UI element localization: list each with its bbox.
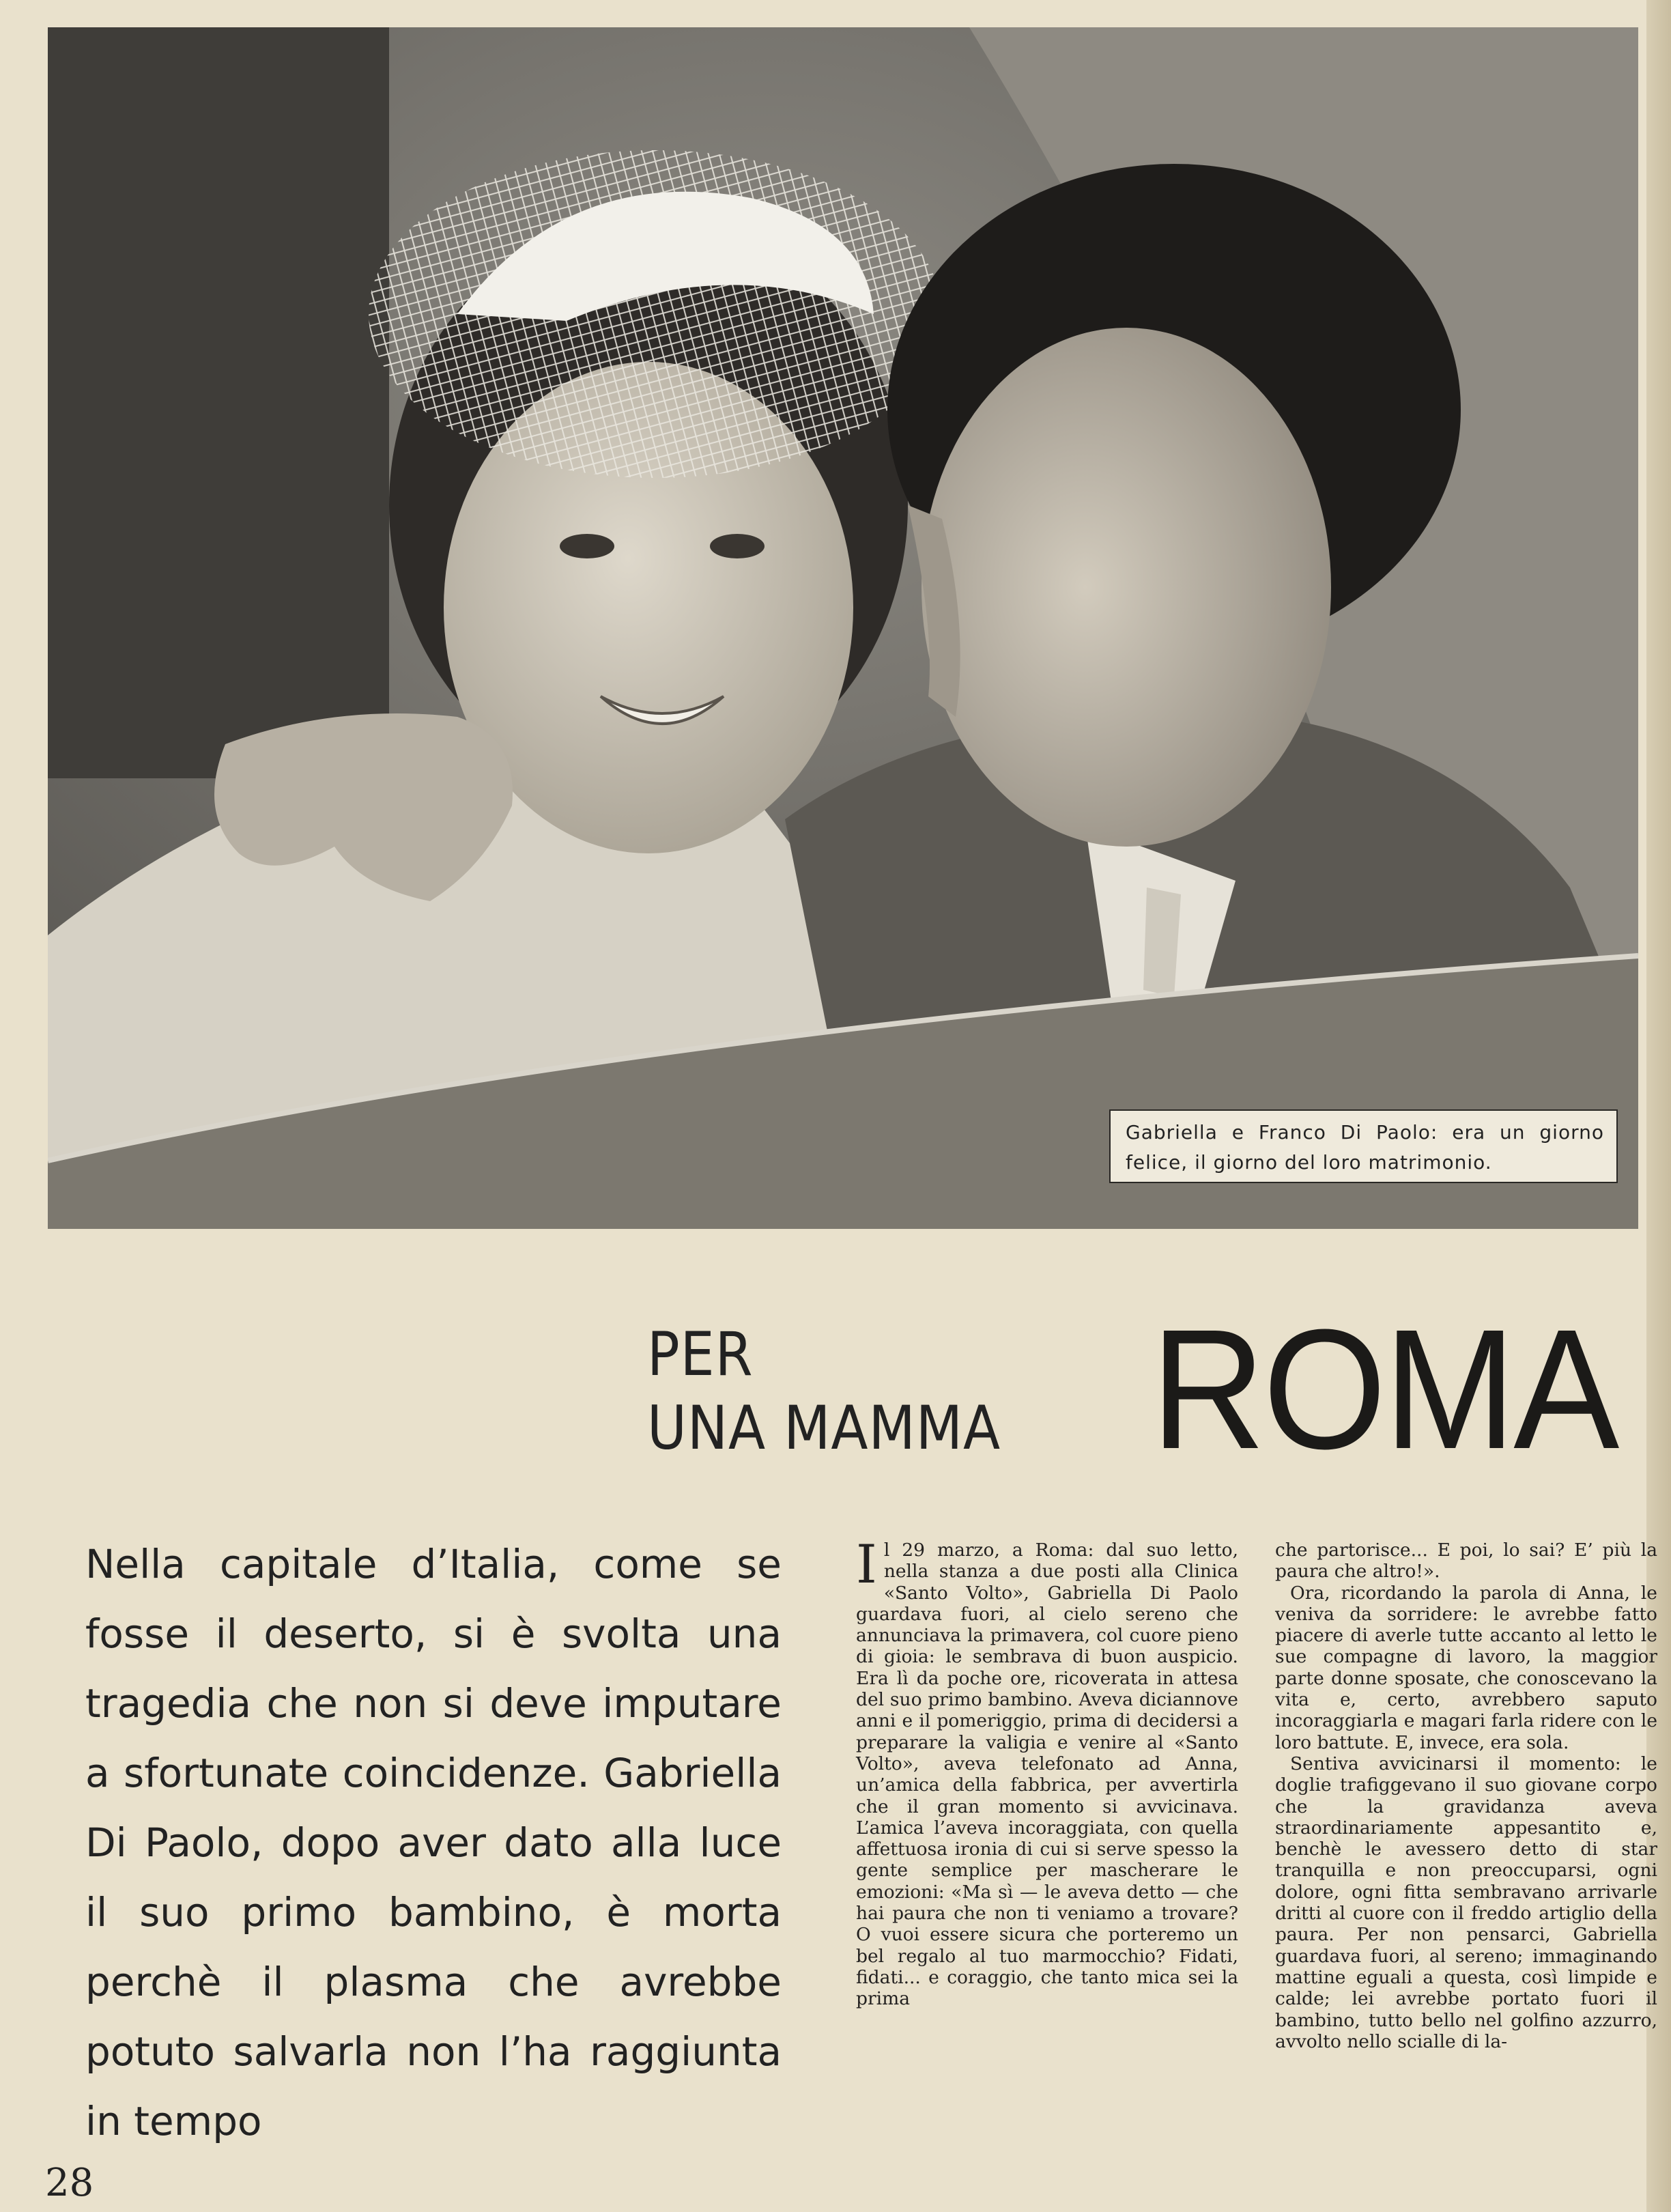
article-text: l 29 marzo, a Roma: dal suo letto, nella stanza a due posti alla Clinica «Santo Volto», Gabriella Di Paolo guardava fuori, al cielo sereno che annunciava la primavera, col cuore pieno di gioia: le sembrava di buon auspicio. Era lì da poche ore, ricoverata in attesa del suo primo bambino. Aveva diciannove anni e il pomeriggio, prima di decidersi a preparare la valigia e venire al «Santo Volto», aveva telefonato ad Anna, un’amica della fabbrica, per avvertirla che il gran momento si avvicinava. L’amica l’aveva incoraggiata, con quella affettuosa ironia di cui si serve spesso la gente semplice per mascherare le emozioni: «Ma sì — le aveva detto — che hai paura che non ti veniamo a trovare? O vuoi essere sicura che porteremo un bel regalo al tuo marmocchio? Fidati, fidati... e coraggio, che tanto mica sei la prima bbox=[856, 1540, 1238, 2010]
wedding-photo bbox=[48, 27, 1638, 1229]
wedding-photo-illustration bbox=[48, 27, 1638, 1229]
article-paragraph: Ora, ricordando la parola di Anna, le veniva da sorridere: le avrebbe fatto piacere di averle tutte accanto al letto le sue compagne di lavoro, la maggior parte donne sposate, che conoscevano la vita e, certo, avrebbero saputo incoraggiarla e magari farla ridere con le loro battute. E, invece, era sola. bbox=[1275, 1582, 1657, 1753]
headline-roma: ROMA bbox=[1151, 1294, 1617, 1484]
article-paragraph: che partorisce... E poi, lo sai? E’ più la paura che altro!». bbox=[1275, 1540, 1657, 1583]
headline-line-1: PER bbox=[647, 1319, 754, 1389]
article-paragraph bbox=[856, 1534, 1238, 2010]
article-dek: Nella capitale d’Italia, come se fosse il deserto, si è svolta una tragedia che non si deve imputare a sfortunate coincidenze. Gabriella Di Paolo, dopo aver dato alla luce il suo primo bambino, è morta perchè il plasma che avrebbe potuto salvarla non l’ha raggiunta in tempo bbox=[85, 1541, 782, 2144]
article-column-2 bbox=[1275, 1540, 1657, 2052]
photo-caption: Gabriella e Franco Di Paolo: era un giorno felice, il giorno del loro matrimonio. bbox=[1109, 1109, 1618, 1183]
page-number: 28 bbox=[45, 2161, 94, 2205]
article-paragraph: Sentiva avvicinarsi il momento: le doglie trafiggevano il suo giovane corpo che la gravidanza aveva straordinariamente appesantito e, benchè le avessero detto di star tranquilla e non preoccuparsi, ogni dolore, ogni fitta sembravano arrivarle dritti al cuore con il freddo artiglio della paura. Per non pensarci, Gabriella guardava fuori, al sereno; immaginando mattine eguali a questa, così limpide e calde; lei avrebbe portato fuori il bambino, tutto bello nel golfino azzurro, avvolto nello scialle di la- bbox=[1275, 1753, 1657, 2052]
article-column-1 bbox=[856, 1534, 1238, 2010]
headline-line-2: UNA MAMMA bbox=[647, 1393, 1001, 1463]
drop-cap: I bbox=[856, 1534, 877, 1596]
